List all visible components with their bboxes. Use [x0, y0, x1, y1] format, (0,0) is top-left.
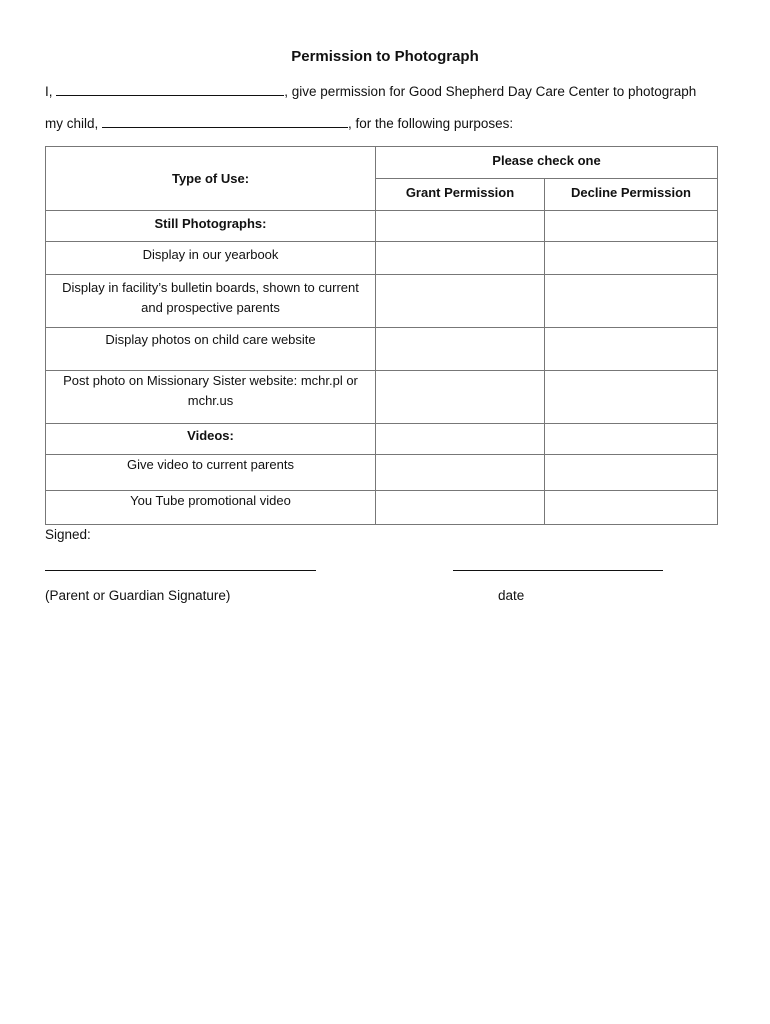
grant-checkbox[interactable]	[376, 491, 545, 525]
type-of-use-header	[46, 147, 376, 211]
row-label	[46, 328, 376, 371]
grant-permission-header: Grant Permission	[376, 179, 545, 211]
decline-checkbox[interactable]	[545, 242, 718, 275]
intro-suffix-2: , for the following purposes:	[348, 116, 514, 131]
table-row	[46, 455, 718, 491]
date-caption: date	[498, 588, 525, 603]
grant-checkbox[interactable]	[376, 455, 545, 491]
child-name-blank[interactable]	[102, 115, 348, 128]
grant-checkbox[interactable]	[376, 328, 545, 371]
table-row	[46, 371, 718, 424]
decline-checkbox[interactable]	[545, 275, 718, 328]
decline-checkbox[interactable]	[545, 328, 718, 371]
row-label	[46, 424, 376, 455]
table-row	[46, 242, 718, 275]
permission-table	[45, 146, 718, 525]
row-label	[46, 242, 376, 275]
signed-label: Signed:	[45, 527, 91, 542]
decline-checkbox[interactable]	[545, 491, 718, 525]
table-row	[46, 275, 718, 328]
row-label	[46, 455, 376, 491]
table-row	[46, 491, 718, 525]
grant-checkbox[interactable]	[376, 275, 545, 328]
grant-checkbox[interactable]	[376, 371, 545, 424]
grant-checkbox[interactable]	[376, 242, 545, 275]
grant-checkbox[interactable]	[376, 211, 545, 242]
intro-suffix-1: , give permission for Good Shepherd Day Care Center to photograph	[284, 84, 697, 99]
table-row	[46, 328, 718, 371]
intro-prefix-2: my child,	[45, 116, 99, 131]
row-label	[46, 491, 376, 525]
row-label-text: Still Photographs:	[154, 216, 267, 231]
row-label-text: Display in our yearbook	[142, 247, 279, 262]
parent-signature-caption: (Parent or Guardian Signature)	[45, 588, 231, 603]
table-row	[46, 424, 718, 455]
row-label-text: Videos:	[187, 428, 234, 443]
table-row	[46, 211, 718, 242]
grant-checkbox[interactable]	[376, 424, 545, 455]
row-label-text: You Tube promotional video	[130, 493, 291, 508]
decline-checkbox[interactable]	[545, 455, 718, 491]
row-label	[46, 275, 376, 328]
table-header-group-row	[46, 147, 718, 179]
row-label	[46, 211, 376, 242]
page-title: Permission to Photograph	[291, 48, 479, 65]
intro-prefix-1: I,	[45, 84, 53, 99]
decline-permission-header: Decline Permission	[545, 179, 718, 211]
date-line[interactable]	[453, 570, 663, 571]
parent-signature-line[interactable]	[45, 570, 316, 571]
decline-checkbox[interactable]	[545, 211, 718, 242]
row-label-text: Display in facility’s bulletin boards, shown to current and prospective parents	[62, 280, 359, 315]
name-blank[interactable]	[56, 83, 284, 96]
type-of-use-label: Type of Use:	[171, 170, 250, 186]
decline-checkbox[interactable]	[545, 424, 718, 455]
row-label-text: Display photos on child care website	[105, 332, 316, 347]
row-label	[46, 371, 376, 424]
intro-line-2	[45, 115, 513, 131]
intro-line-1	[45, 83, 696, 99]
row-label-text: Post photo on Missionary Sister website: mchr.pl or mchr.us	[63, 373, 358, 408]
decline-checkbox[interactable]	[545, 371, 718, 424]
row-label-text: Give video to current parents	[127, 457, 294, 472]
please-check-one-header: Please check one	[376, 147, 718, 179]
